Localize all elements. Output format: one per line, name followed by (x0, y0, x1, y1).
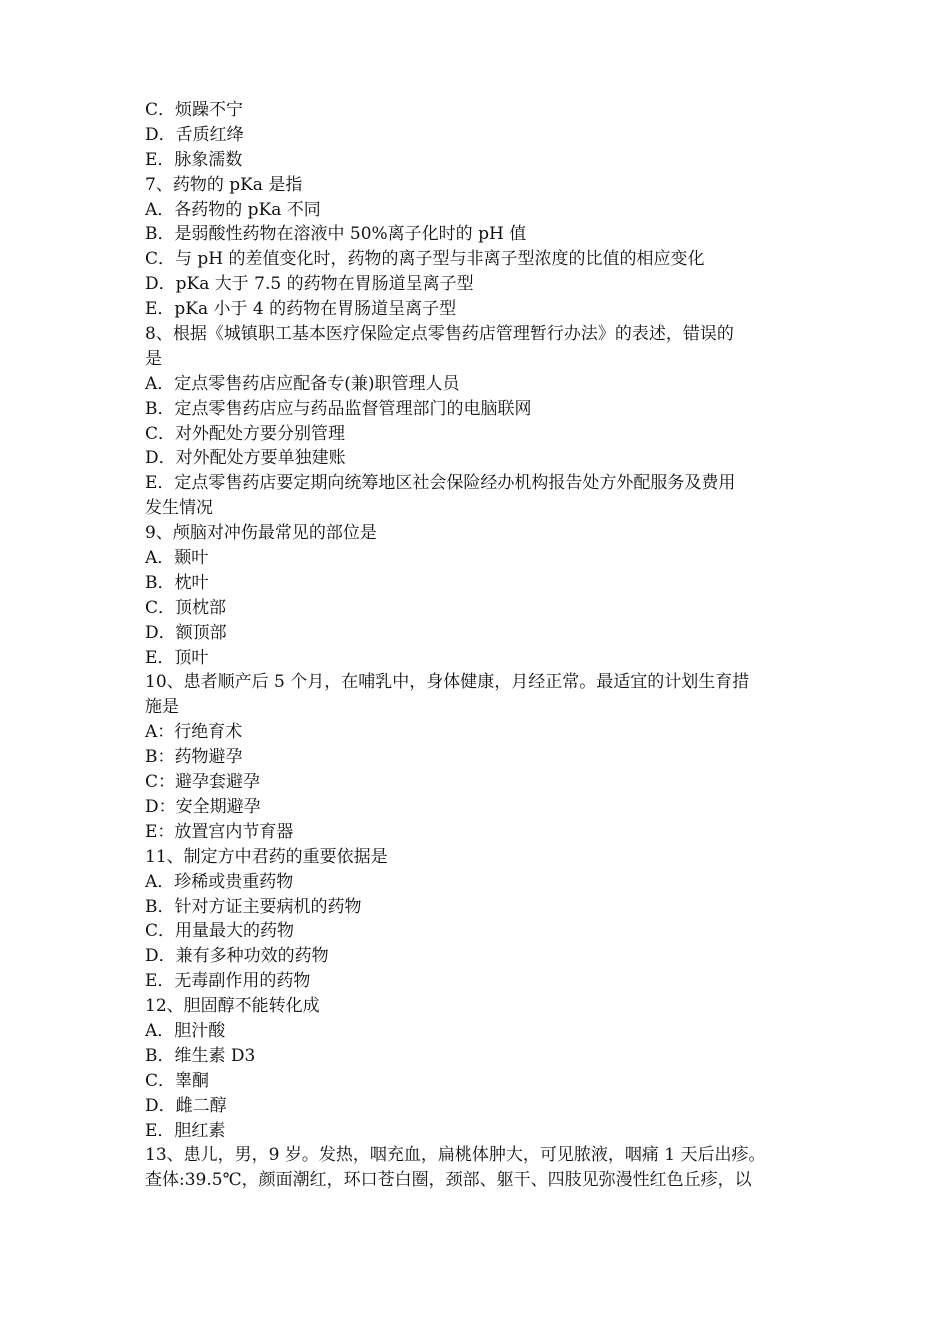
text-line: A．胆汁酸 (145, 1020, 226, 1041)
question-stem: 施是 (145, 697, 179, 718)
question-stem: 13、患儿，男，9 岁。发热，咽充血，扁桃体肿大，可见脓液，咽痛 1 天后出疹。 (145, 1145, 766, 1166)
text-line: A．珍稀或贵重药物 (145, 871, 294, 892)
text-line: A：行绝育术 (145, 722, 243, 743)
text-line: A．颞叶 (145, 548, 209, 569)
text-line: E．定点零售药店要定期向统筹地区社会保险经办机构报告处方外配服务及费用 (145, 473, 736, 494)
text-line: E．pKa 小于 4 的药物在胃肠道呈离子型 (145, 299, 457, 320)
text-line: D．雌二醇 (145, 1095, 227, 1116)
question-stem: 11、制定方中君药的重要依据是 (145, 846, 388, 867)
text-line: B．定点零售药店应与药品监督管理部门的电脑联网 (145, 398, 532, 419)
text-line: C．用量最大的药物 (145, 921, 295, 942)
text-line: D．pKa 大于 7.5 的药物在胃肠道呈离子型 (145, 274, 474, 295)
text-line: E：放置宫内节育器 (145, 821, 294, 842)
question-stem: 是 (145, 348, 162, 369)
text-line: D．额顶部 (145, 622, 227, 643)
text-line: B：药物避孕 (145, 747, 243, 768)
text-line: E．顶叶 (145, 647, 209, 668)
text-line: C．对外配处方要分别管理 (145, 423, 346, 444)
text-line: C：避孕套避孕 (145, 772, 261, 793)
text-line: 发生情况 (145, 498, 213, 519)
text-line: B．枕叶 (145, 572, 209, 593)
text-line: D．舌质红绛 (145, 124, 244, 145)
text-line: C．烦躁不宁 (145, 100, 244, 120)
text-line: B．针对方证主要病机的药物 (145, 896, 362, 917)
text-line: A．定点零售药店应配备专(兼)职管理人员 (145, 373, 460, 394)
text-line: D．兼有多种功效的药物 (145, 946, 329, 967)
text-line: C．顶枕部 (145, 597, 227, 618)
text-line: E．无毒副作用的药物 (145, 971, 311, 992)
text-line: D．对外配处方要单独建账 (145, 448, 346, 469)
question-stem: 12、胆固醇不能转化成 (145, 996, 320, 1017)
question-stem: 10、患者顺产后 5 个月，在哺乳中，身体健康，月经正常。最适宜的计划生育措 (145, 672, 750, 693)
text-line: B．是弱酸性药物在溶液中 50%离子化时的 pH 值 (145, 224, 527, 245)
text-line: C．睾酮 (145, 1070, 210, 1091)
text-line: E．脉象濡数 (145, 149, 243, 170)
text-line: A．各药物的 pKa 不同 (145, 199, 321, 220)
text-line: B．维生素 D3 (145, 1045, 256, 1066)
text-line: D：安全期避孕 (145, 796, 261, 817)
text-line: E．胆红素 (145, 1120, 226, 1141)
question-stem: 8、根据《城镇职工基本医疗保险定点零售药店管理暂行办法》的表述，错误的 (145, 324, 734, 345)
text-line: C．与 pH 的差值变化时，药物的离子型与非离子型浓度的比值的相应变化 (145, 249, 705, 270)
document-body (145, 98, 825, 1193)
question-stem: 9、颅脑对冲伤最常见的部位是 (145, 523, 377, 544)
question-stem: 查体:39.5℃，颜面潮红，环口苍白圈，颈部、躯干、四肢见弥漫性红色丘疹，以 (145, 1170, 752, 1191)
question-stem: 7、药物的 pKa 是指 (145, 174, 303, 195)
